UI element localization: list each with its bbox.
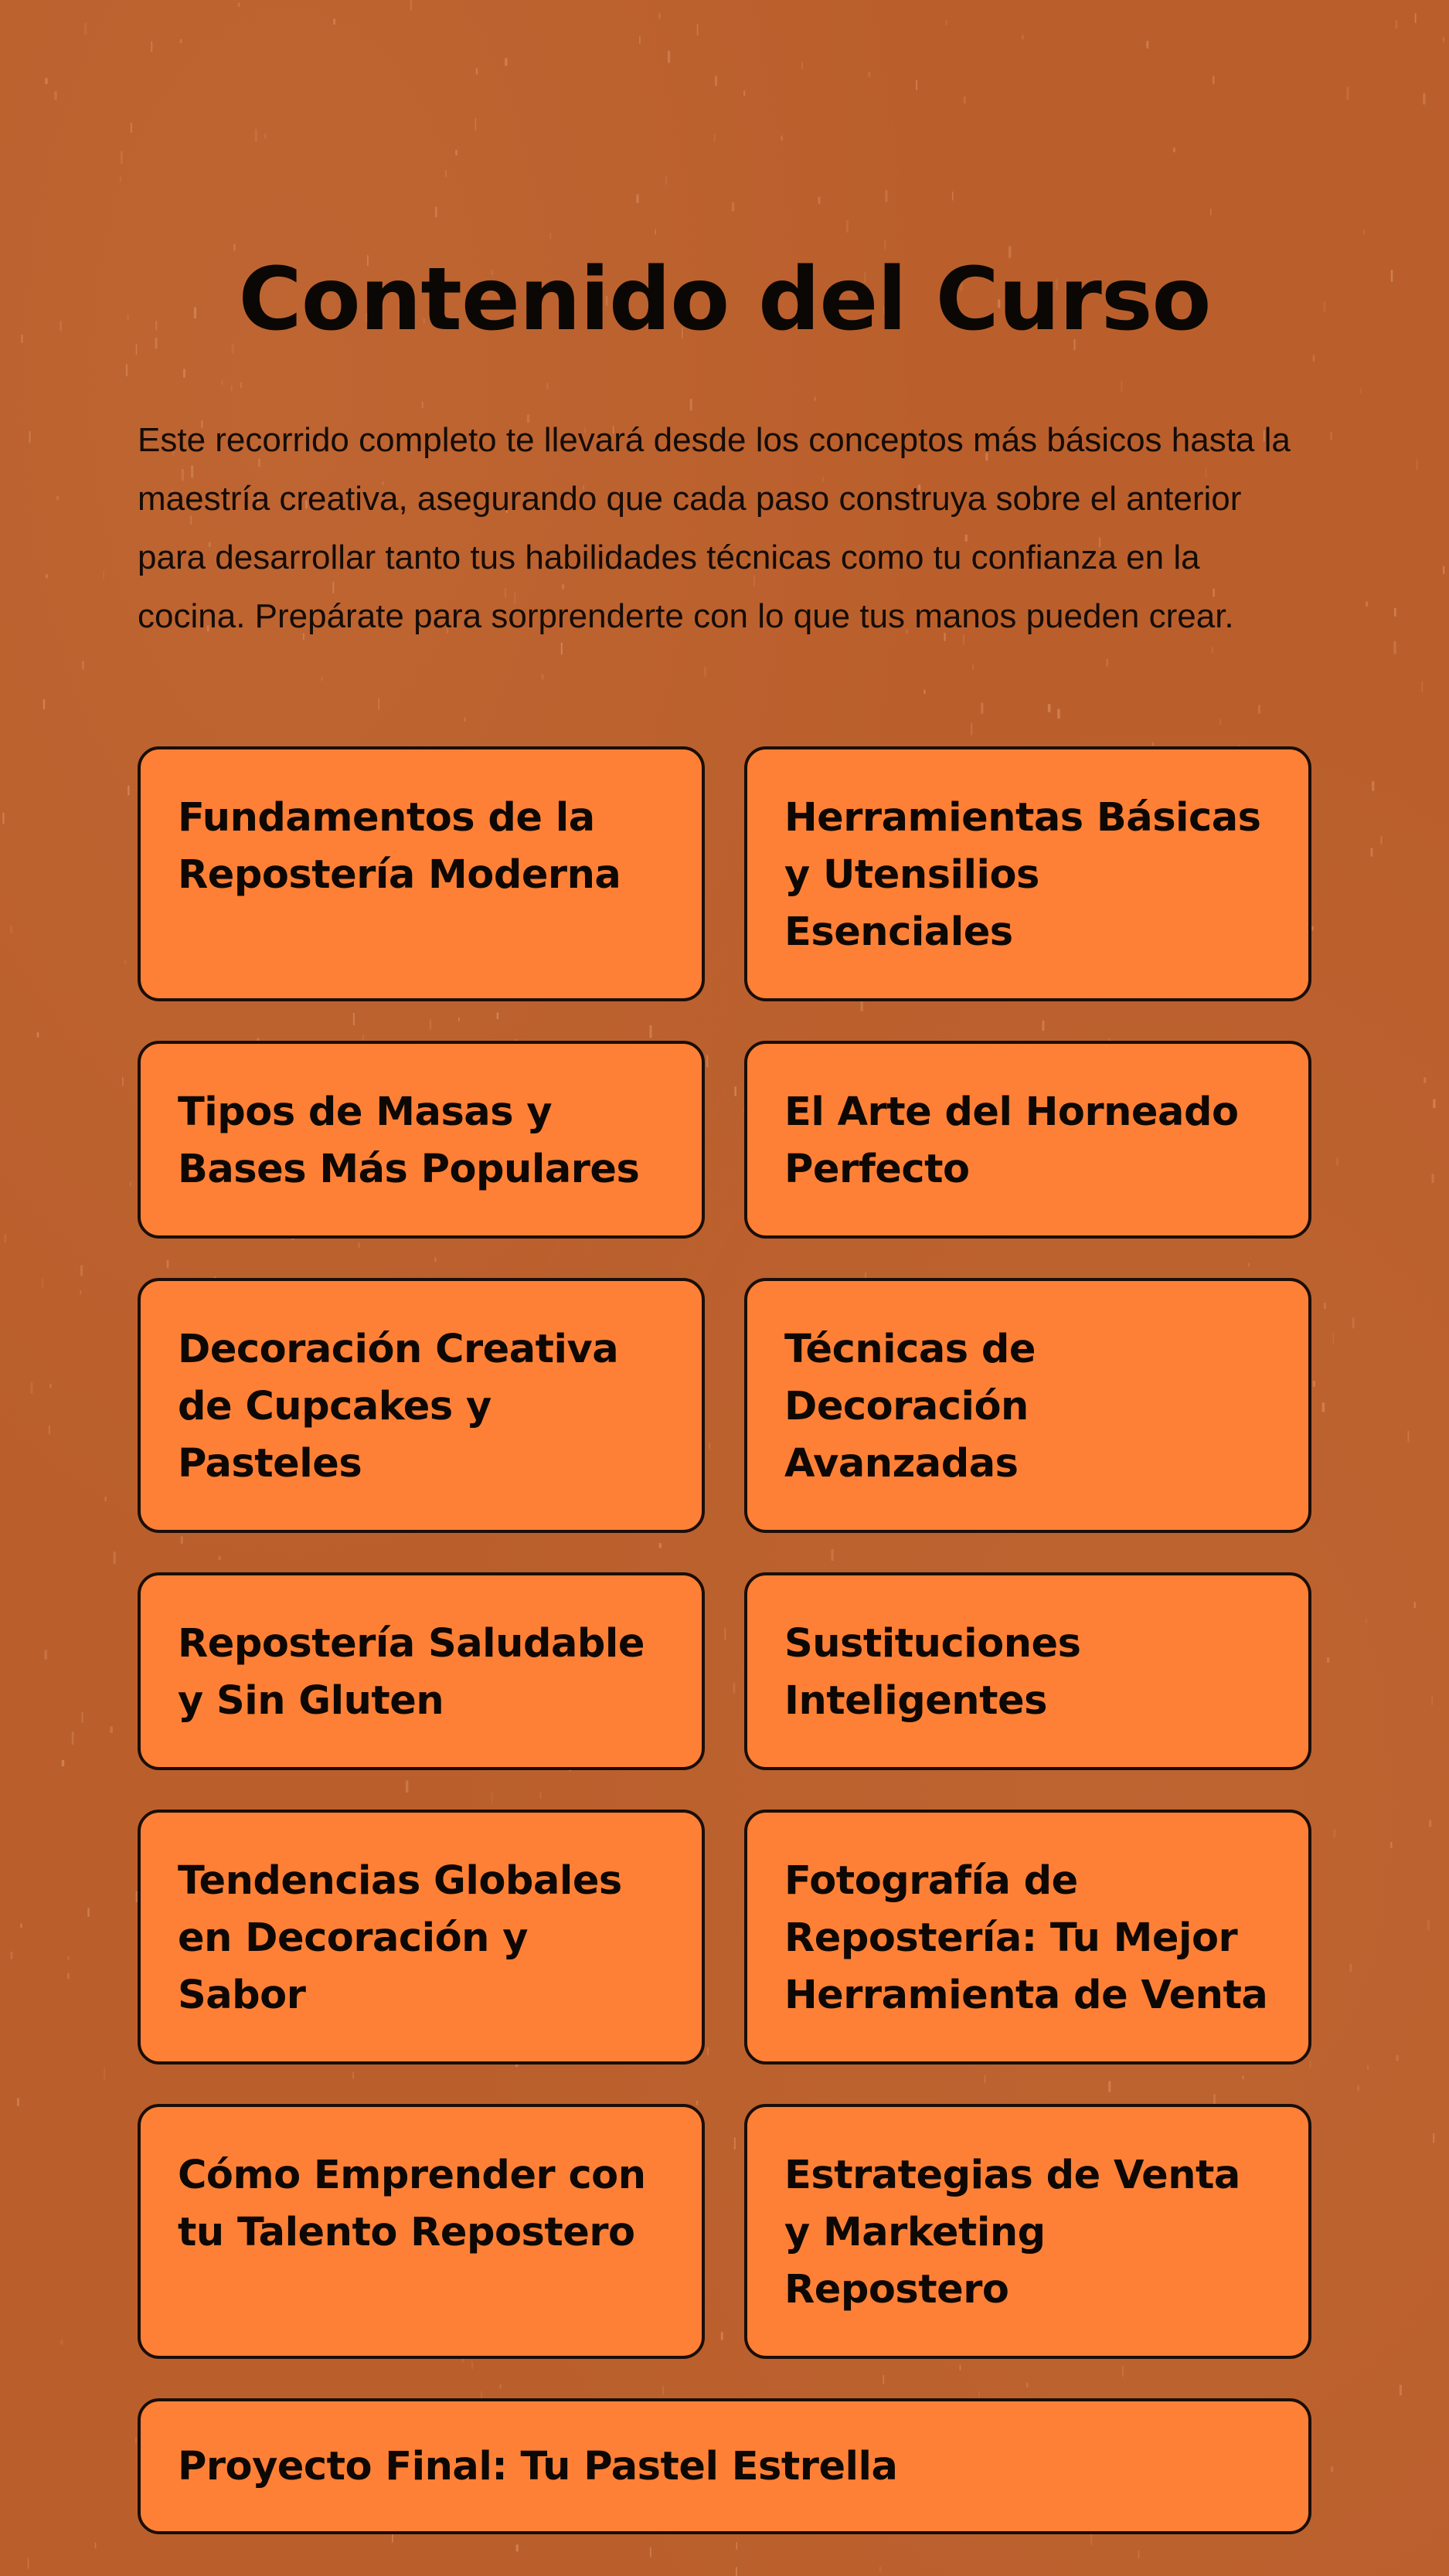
- module-card[interactable]: [744, 1041, 1311, 1239]
- module-title: Sustituciones Inteligentes: [784, 1621, 1081, 1724]
- speckle: [1138, 2551, 1140, 2559]
- module-title: Decoración Creativa de Cupcakes y Pasteles: [178, 1327, 619, 1487]
- speckle: [1331, 432, 1332, 440]
- speckle: [60, 321, 62, 331]
- speckle: [95, 2543, 97, 2549]
- speckle: [422, 402, 423, 409]
- speckle: [714, 134, 716, 142]
- speckle: [1346, 87, 1349, 100]
- speckle: [818, 197, 821, 204]
- speckle: [1363, 230, 1365, 235]
- module-title: Fundamentos de la Repostería Moderna: [178, 795, 621, 898]
- module-title: Técnicas de Decoración Avanzadas: [784, 1327, 1036, 1487]
- speckle: [1210, 209, 1212, 216]
- speckle: [30, 1382, 32, 1394]
- speckle: [1367, 2065, 1369, 2070]
- speckle: [464, 718, 465, 722]
- speckle: [946, 20, 947, 25]
- speckle: [743, 90, 745, 96]
- speckle: [333, 19, 335, 25]
- speckle: [1350, 1963, 1352, 1973]
- speckle: [136, 344, 138, 355]
- speckle: [1106, 659, 1108, 667]
- speckle: [1258, 705, 1260, 713]
- speckle: [80, 1290, 81, 1295]
- speckle: [84, 23, 87, 35]
- speckle: [87, 1908, 89, 1917]
- speckle: [1366, 601, 1368, 607]
- module-card[interactable]: [138, 2104, 705, 2359]
- module-card[interactable]: [744, 746, 1311, 1001]
- speckle: [972, 664, 974, 670]
- speckle: [546, 382, 548, 389]
- speckle: [455, 150, 457, 155]
- speckle: [1360, 388, 1362, 394]
- speckle: [121, 151, 123, 164]
- speckle: [1090, 2534, 1093, 2545]
- speckle: [5, 1234, 6, 1243]
- speckle: [1323, 301, 1325, 311]
- speckle: [1057, 709, 1060, 719]
- speckle: [28, 2557, 29, 2569]
- speckle: [46, 574, 48, 578]
- speckle: [126, 364, 128, 376]
- speckle: [378, 698, 379, 710]
- speckle: [29, 431, 30, 443]
- speckle: [127, 314, 129, 321]
- speckle: [42, 1279, 43, 1288]
- speckle: [923, 689, 925, 694]
- speckle: [736, 2567, 737, 2576]
- speckle: [37, 1032, 39, 1038]
- speckle: [1391, 270, 1393, 282]
- module-title: Estrategias de Venta y Marketing Repostero: [784, 2153, 1240, 2313]
- speckle: [869, 72, 871, 77]
- speckle: [736, 2542, 738, 2551]
- speckle: [122, 1077, 124, 1086]
- speckle: [916, 80, 917, 90]
- speckle: [1352, 1317, 1355, 1328]
- speckle: [964, 97, 966, 104]
- speckle: [62, 1760, 65, 1766]
- speckle: [264, 134, 267, 139]
- speckle: [704, 667, 706, 677]
- speckle: [952, 192, 954, 201]
- module-card[interactable]: [138, 1041, 705, 1239]
- speckle: [1433, 1099, 1435, 1108]
- speckle: [879, 2567, 882, 2572]
- speckle: [476, 68, 478, 74]
- speckle: [636, 194, 638, 203]
- speckle: [183, 369, 185, 378]
- speckle: [151, 41, 152, 52]
- module-card[interactable]: [744, 2104, 1311, 2359]
- speckle: [781, 135, 783, 141]
- speckle: [124, 960, 127, 964]
- speckle: [131, 123, 132, 133]
- speckle: [80, 1266, 83, 1276]
- module-card[interactable]: [138, 1572, 705, 1770]
- speckle: [72, 1731, 74, 1745]
- speckle: [690, 399, 692, 410]
- speckle: [49, 1384, 52, 1388]
- speckle: [639, 36, 641, 44]
- speckle: [1393, 641, 1396, 654]
- speckle: [1336, 1157, 1338, 1165]
- module-title: Fotografía de Repostería: Tu Mejor Herramienta de Venta: [784, 1858, 1268, 2018]
- speckle: [801, 62, 803, 69]
- module-card-final-project[interactable]: [138, 2398, 1311, 2534]
- speckle: [732, 202, 734, 212]
- speckle: [1414, 1602, 1416, 1608]
- speckle: [255, 129, 257, 142]
- speckle: [104, 2068, 105, 2080]
- speckle: [1396, 20, 1397, 29]
- speckle: [1212, 647, 1213, 653]
- speckle: [10, 926, 12, 933]
- speckle: [1311, 926, 1313, 931]
- module-title: El Arte del Horneado Perfecto: [784, 1089, 1239, 1192]
- speckle: [1380, 836, 1382, 845]
- module-title: Herramientas Básicas y Utensilios Esenciales: [784, 795, 1261, 955]
- speckle: [1443, 566, 1444, 574]
- speckle: [1331, 2466, 1333, 2472]
- speckle: [1422, 681, 1423, 692]
- speckle: [231, 386, 233, 392]
- speckle: [1423, 1077, 1426, 1082]
- speckle: [650, 2547, 651, 2557]
- speckle: [1433, 2133, 1434, 2143]
- speckle: [1431, 1174, 1434, 1183]
- speckle: [1357, 2085, 1359, 2092]
- speckle: [105, 1497, 107, 1502]
- speckle: [1423, 93, 1425, 105]
- speckle: [1396, 2055, 1398, 2061]
- speckle: [180, 39, 182, 43]
- speckle: [1121, 381, 1122, 392]
- speckle: [1429, 1820, 1431, 1827]
- module-card[interactable]: [744, 1278, 1311, 1533]
- speckle: [815, 396, 816, 400]
- speckle: [1313, 1381, 1315, 1387]
- speckle: [114, 1551, 116, 1564]
- module-card[interactable]: [744, 1572, 1311, 1770]
- speckle: [240, 382, 242, 388]
- speckle: [1333, 1829, 1336, 1838]
- speckle: [715, 76, 717, 87]
- speckle: [110, 1726, 113, 1733]
- speckle: [655, 229, 656, 235]
- module-title: Proyecto Final: Tu Pastel Estrella: [178, 2444, 898, 2489]
- speckle: [10, 1952, 12, 1959]
- speckle: [1213, 76, 1214, 84]
- speckle: [1324, 1303, 1326, 1310]
- speckle: [435, 206, 437, 217]
- speckle: [1048, 704, 1051, 712]
- speckle: [846, 220, 849, 233]
- module-card[interactable]: [744, 1810, 1311, 2065]
- speckle: [1327, 1657, 1330, 1663]
- speckle: [665, 175, 667, 185]
- speckle: [1173, 148, 1175, 152]
- speckle: [1022, 35, 1024, 40]
- speckle: [82, 661, 84, 669]
- module-title: Cómo Emprender con tu Talento Repostero: [178, 2153, 646, 2255]
- module-card[interactable]: [138, 746, 705, 1001]
- speckle: [1431, 1695, 1433, 1705]
- speckle: [1313, 355, 1315, 362]
- speckle: [1394, 608, 1396, 617]
- speckle: [658, 12, 661, 19]
- speckle: [20, 1923, 22, 1928]
- speckle: [1372, 781, 1374, 791]
- speckle: [549, 233, 552, 239]
- speckle: [45, 78, 47, 84]
- page-title: Contenido del Curso: [238, 250, 1211, 350]
- speckle: [103, 571, 104, 579]
- speckle: [885, 190, 887, 202]
- speckle: [1416, 460, 1417, 471]
- speckle: [1390, 1842, 1392, 1848]
- speckle: [321, 677, 323, 681]
- speckle: [475, 118, 477, 131]
- speckle: [1152, 742, 1154, 746]
- intro-paragraph: Este recorrido completo te llevará desde los conceptos más básicos hasta la maestría creativa, asegurando que cada paso construya sobre el anterior para desarrollar tanto tus habilidades técnicas como tu confianza en la cocina. Prepárate para sorprenderte con lo que tus manos pueden crear.: [138, 421, 1291, 635]
- module-title: Repostería Saludable y Sin Gluten: [178, 1621, 645, 1724]
- speckle: [697, 24, 699, 36]
- speckle: [1333, 1333, 1335, 1344]
- speckle: [516, 2544, 519, 2551]
- speckle: [1322, 1402, 1325, 1412]
- speckle: [1400, 2384, 1402, 2395]
- speckle: [1415, 13, 1417, 23]
- speckle: [1146, 41, 1148, 49]
- speckle: [1427, 1920, 1430, 1930]
- speckle: [135, 2438, 137, 2444]
- module-grid: [138, 746, 1311, 2534]
- speckle: [541, 674, 543, 679]
- speckle: [238, 2, 240, 7]
- speckle: [505, 58, 507, 66]
- speckle: [67, 1956, 69, 1960]
- speckle: [21, 335, 22, 343]
- module-card[interactable]: [138, 1278, 705, 1533]
- speckle: [49, 1426, 50, 1435]
- speckle: [130, 1182, 131, 1187]
- speckle: [43, 699, 45, 709]
- module-title: Tendencias Globales en Decoración y Sabor: [178, 1858, 622, 2018]
- speckle: [17, 2098, 19, 2106]
- speckle: [60, 2340, 63, 2345]
- speckle: [54, 91, 57, 100]
- module-card[interactable]: [138, 1810, 705, 2065]
- speckle: [82, 1711, 83, 1723]
- speckle: [56, 496, 59, 501]
- speckle: [445, 170, 447, 178]
- speckle: [128, 786, 129, 796]
- speckle: [668, 51, 670, 63]
- speckle: [410, 0, 412, 11]
- module-title: Tipos de Masas y Bases Más Populares: [178, 1089, 640, 1192]
- speckle: [120, 176, 121, 183]
- speckle: [221, 380, 223, 385]
- speckle: [2, 813, 4, 824]
- speckle: [1220, 719, 1222, 726]
- speckle: [1407, 1430, 1409, 1442]
- speckle: [45, 1650, 47, 1660]
- speckle: [1366, 1619, 1367, 1623]
- speckle: [971, 722, 972, 736]
- speckle: [1371, 848, 1373, 857]
- speckle: [981, 702, 983, 714]
- speckle: [1443, 36, 1444, 42]
- speckle: [67, 1973, 70, 1980]
